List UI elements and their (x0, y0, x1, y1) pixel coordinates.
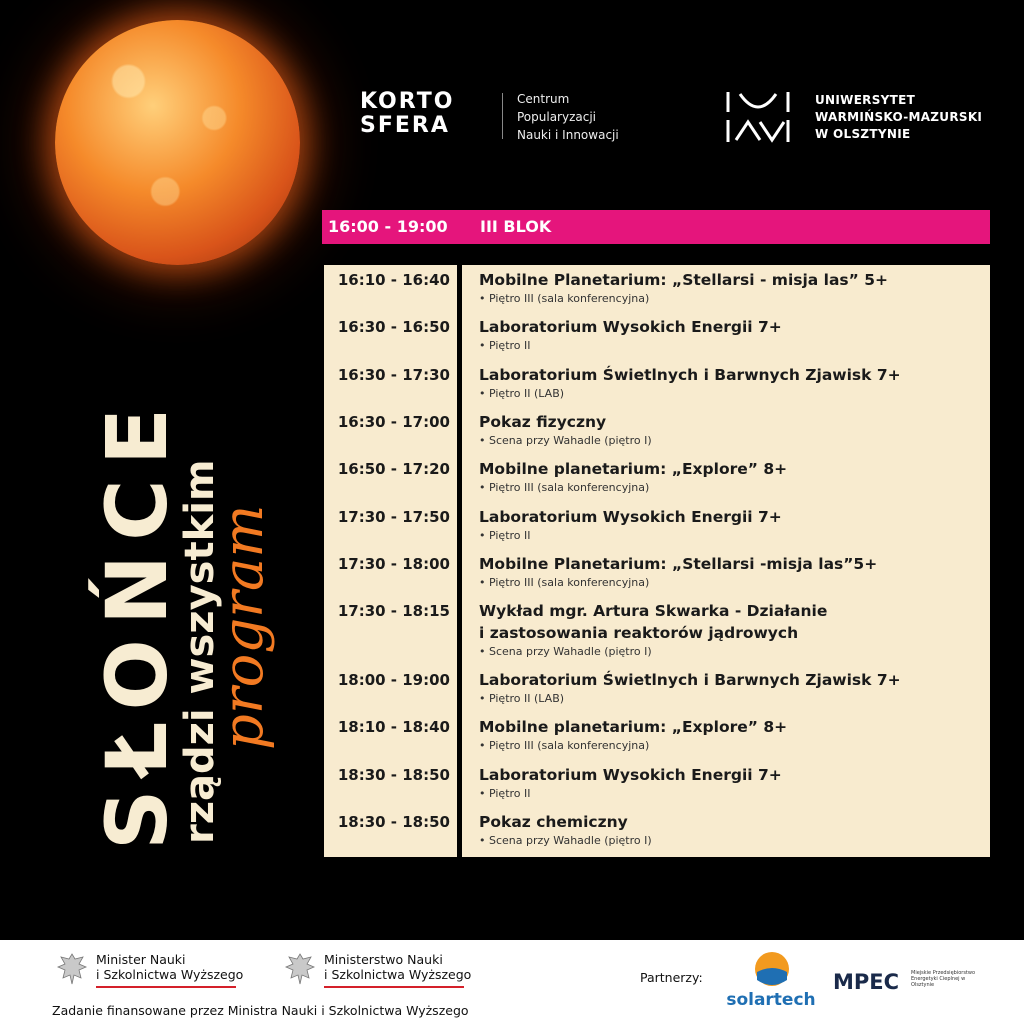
eagle-emblem-icon (55, 950, 89, 990)
row-location: • Piętro II (LAB) (479, 692, 565, 706)
row-title: Laboratorium Świetlnych i Barwnych Zjawisk 7+ (479, 365, 901, 384)
uwm-line: UNIWERSYTET (815, 93, 916, 107)
row-time: 17:30 - 17:50 (337, 507, 450, 526)
solartech-sun-icon (753, 950, 791, 988)
logo-divider (502, 93, 503, 139)
row-time: 16:30 - 17:00 (337, 412, 450, 431)
schedule-divider (457, 265, 462, 857)
footer (0, 940, 1024, 1024)
block-header (322, 210, 990, 244)
minister-line: Minister Nauki (96, 952, 186, 967)
row-location: • Piętro II (LAB) (479, 386, 565, 400)
ministry-line: Ministerstwo Nauki (324, 952, 443, 967)
mpec-logo (833, 962, 983, 1002)
vertical-title (88, 350, 292, 850)
cpni-line: Popularyzacji (517, 110, 597, 124)
kortosfera-line-2: SFERA (360, 113, 450, 138)
row-location: • Piętro III (sala konferencyjna) (479, 739, 650, 753)
row-title: Mobilne planetarium: „Explore” 8+ (479, 718, 788, 737)
minister-text (96, 952, 243, 982)
row-title: Laboratorium Wysokich Energii 7+ (479, 765, 782, 784)
row-time: 16:30 - 17:30 (337, 365, 450, 384)
block-label: III BLOK (480, 217, 552, 236)
cpni-line: Centrum (517, 92, 570, 106)
cpni-text (517, 90, 657, 144)
ministry-line: i Szkolnictwa Wyższego (324, 967, 472, 982)
eagle-emblem-icon (283, 950, 317, 990)
row-time: 17:30 - 18:00 (337, 554, 450, 573)
row-time: 16:10 - 16:40 (337, 271, 450, 289)
row-location: • Scena przy Wahadle (piętro I) (479, 645, 652, 659)
title-script: program (211, 504, 276, 750)
row-time: 18:30 - 18:50 (337, 765, 450, 784)
row-title: Wykład mgr. Artura Skwarka - Działanie (479, 602, 828, 621)
row-time: 18:30 - 18:50 (337, 813, 450, 831)
row-location: • Piętro II (479, 339, 531, 353)
row-location: • Piętro III (sala konferencyjna) (479, 575, 650, 589)
row-title: Mobilne planetarium: „Explore” 8+ (479, 460, 788, 479)
row-title: Laboratorium Świetlnych i Barwnych Zjawisk 7+ (479, 671, 901, 690)
row-title: Laboratorium Wysokich Energii 7+ (479, 507, 782, 526)
row-location: • Piętro III (sala konferencyjna) (479, 292, 650, 305)
row-title: Pokaz fizyczny (479, 412, 607, 431)
row-location: • Scena przy Wahadle (piętro I) (479, 834, 652, 847)
row-title: Mobilne Planetarium: „Stellarsi - misja las” 5+ (479, 271, 889, 289)
block-time: 16:00 - 19:00 (328, 217, 448, 236)
solartech-word: solartech (726, 990, 816, 1010)
title-main: SŁOŃCE (88, 393, 186, 850)
funded-note: Zadanie finansowane przez Ministra Nauki i Szkolnictwa Wyższego (52, 1003, 469, 1018)
red-line (324, 986, 464, 988)
row-time: 18:10 - 18:40 (337, 718, 450, 737)
solartech-logo (725, 950, 817, 1016)
ministry-text (324, 952, 471, 982)
row-title: i zastosowania reaktorów jądrowych (479, 624, 799, 643)
mpec-subtitle: Miejskie Przedsiębiorstwo Energetyki Cieplnej w Olsztynie (911, 970, 976, 988)
mpec-word: MPEC (833, 970, 900, 994)
row-time: 16:30 - 16:50 (337, 318, 450, 337)
row-title: Mobilne Planetarium: „Stellarsi -misja las”5+ (479, 554, 878, 573)
row-location: • Scena przy Wahadle (piętro I) (479, 433, 652, 447)
row-time: 18:00 - 19:00 (337, 671, 450, 690)
uwm-logo-icon (724, 90, 792, 144)
row-location: • Piętro II (479, 786, 531, 800)
cpni-line: Nauki i Innowacji (517, 128, 619, 142)
minister-line: i Szkolnictwa Wyższego (96, 967, 244, 982)
row-title: Pokaz chemiczny (479, 813, 628, 831)
uwm-line: WARMIŃSKO-MAZURSKI (815, 110, 983, 124)
row-title: Laboratorium Wysokich Energii 7+ (479, 318, 782, 337)
row-location: • Piętro II (479, 528, 531, 542)
uwm-text (815, 92, 1005, 143)
partners-label: Partnerzy: (640, 970, 703, 985)
kortosfera-logo (360, 90, 510, 140)
uwm-line: W OLSZTYNIE (815, 127, 911, 141)
kortosfera-line-1: KORTO (360, 89, 455, 114)
schedule-table (324, 265, 990, 857)
red-line (96, 986, 236, 988)
row-time: 17:30 - 18:15 (337, 602, 450, 621)
title-sub: rządzi wszystkim (177, 459, 223, 844)
row-time: 16:50 - 17:20 (337, 460, 450, 479)
row-location: • Piętro III (sala konferencyjna) (479, 481, 650, 495)
sun-image (55, 20, 300, 265)
